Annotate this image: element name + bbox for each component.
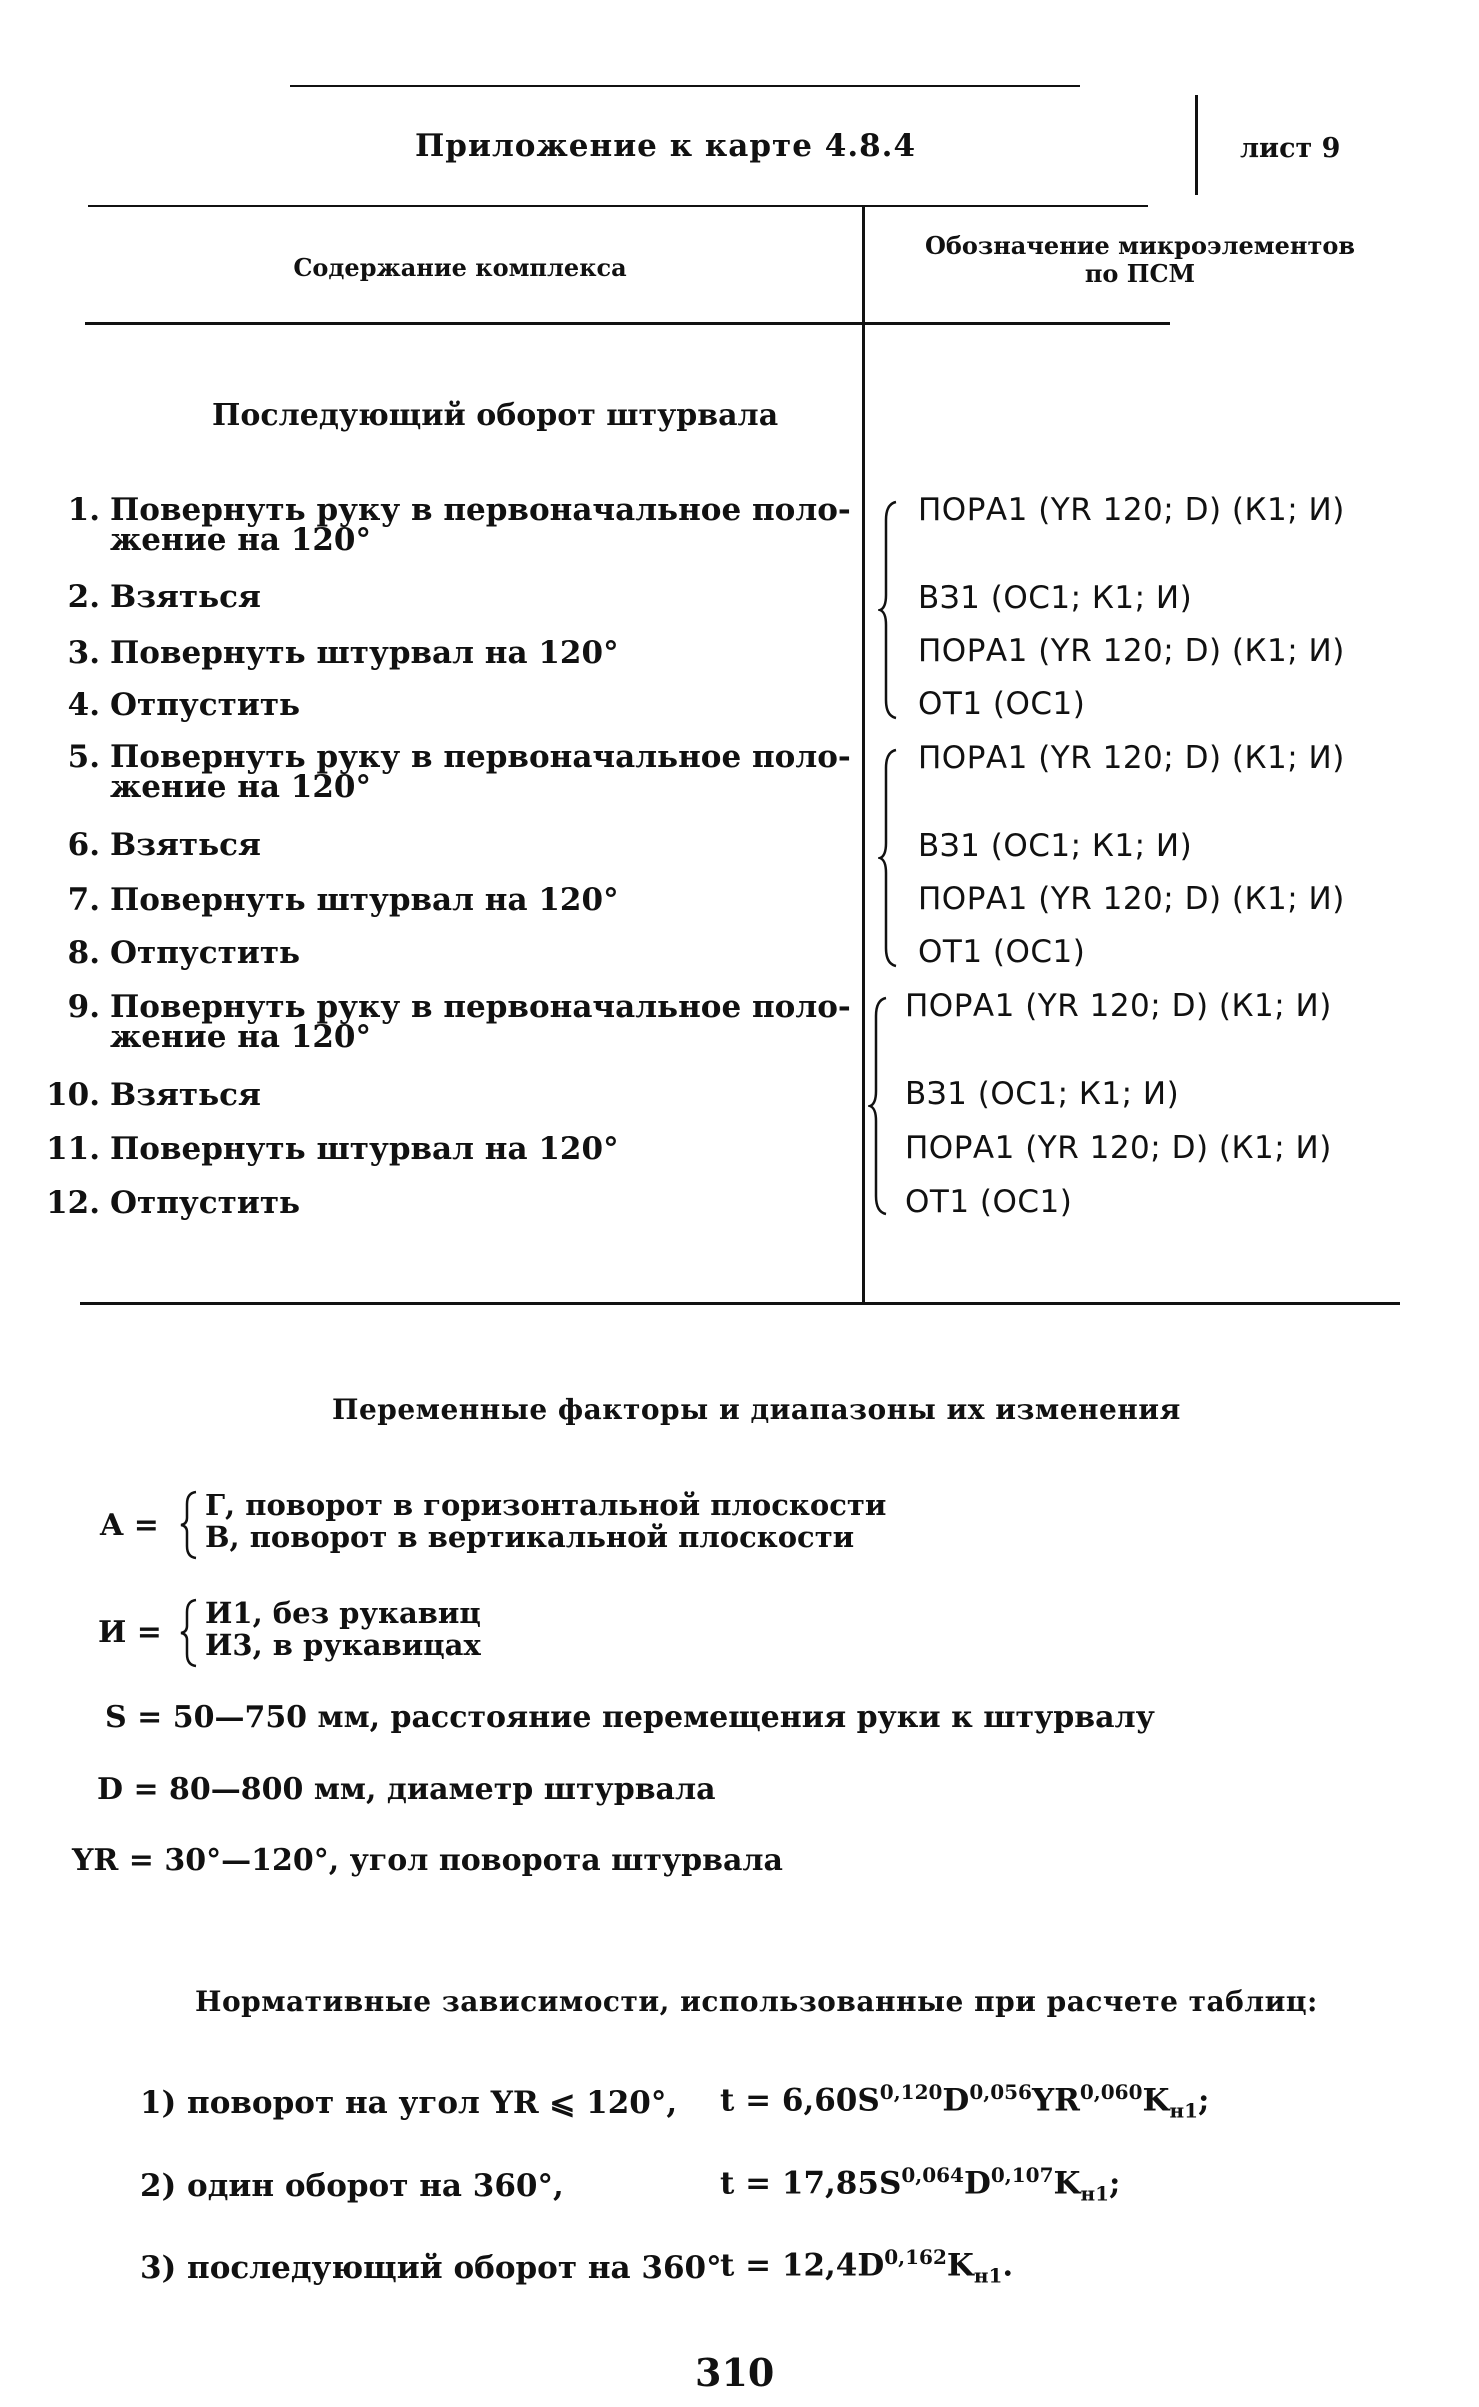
group-brace-icon (878, 748, 900, 968)
formula-2-expression: $t = 17,85S^{0,064}D^{0,107}K_{н1}$; (720, 2163, 1121, 2206)
formula-3-expression: $t = 12,4D^{0,162}K_{н1}$. (720, 2245, 1014, 2288)
variables-heading: Переменные факторы и диапазоны их изменения (332, 1393, 1181, 1426)
row-text: Взяться (110, 827, 261, 863)
row-code: ВЗ1 (ОС1; К1; И) (918, 580, 1193, 616)
var-D: D = 80—800 мм, диаметр штурвала (97, 1772, 716, 1807)
var-I-option-gloves: И3, в рукавицах (205, 1628, 481, 1662)
row-code: ОТ1 (ОС1) (905, 1184, 1073, 1220)
header-separator-vertical (1195, 95, 1198, 195)
row-number: 6. (67, 827, 100, 863)
var-A-option-vertical: В, поворот в вертикальной плоскости (205, 1520, 855, 1554)
row-text: Повернуть штурвал на 120° (110, 1131, 619, 1167)
formula-3-label: 3) последующий оборот на 360° (140, 2250, 722, 2286)
column-header-content: Содержание комплекса (293, 253, 627, 282)
formula-1-label: 1) поворот на угол YR ⩽ 120°, (140, 2085, 678, 2121)
row-text: Отпустить (110, 687, 301, 723)
row-number: 1. (67, 492, 100, 528)
table-bottom-rule (80, 1302, 1400, 1305)
subheading-subsequent-turn: Последующий оборот штурвала (212, 398, 779, 433)
row-number: 11. (46, 1131, 100, 1167)
row-code: ОТ1 (ОС1) (918, 934, 1086, 970)
formulas-heading: Нормативные зависимости, использованные при расчете таблиц: (195, 1985, 1318, 2018)
column-header-designation-line1: Обозначение микроэлементов (925, 231, 1355, 260)
row-number: 4. (67, 687, 100, 723)
column-header-designation-line2: по ПСМ (1084, 259, 1196, 288)
row-code: ПОРА1 (YR 120; D) (К1; И) (905, 1130, 1332, 1166)
row-code: ОТ1 (ОС1) (918, 686, 1086, 722)
brace-icon (178, 1598, 200, 1668)
formula-1-expression: $t = 6,60S^{0,120}D^{0,056}YR^{0,060}K_{н1}$; (720, 2080, 1210, 2123)
column-header-designation (885, 232, 1395, 288)
row-code: ПОРА1 (YR 120; D) (К1; И) (918, 633, 1345, 669)
row-text: Повернуть руку в первоначальное поло- жение на 120° (110, 989, 851, 1055)
var-I-label: И = (98, 1615, 162, 1650)
row-text: Отпустить (110, 935, 301, 971)
var-A-label: A = (100, 1508, 159, 1543)
row-text: Взяться (110, 579, 261, 615)
row-text: Взяться (110, 1077, 261, 1113)
row-number: 12. (46, 1185, 100, 1221)
row-number: 9. (67, 989, 100, 1025)
row-text: Повернуть штурвал на 120° (110, 635, 619, 671)
row-code: ВЗ1 (ОС1; К1; И) (918, 828, 1193, 864)
appendix-title: Приложение к карте 4.8.4 (415, 128, 917, 164)
var-YR: YR = 30°—120°, угол поворота штурвала (72, 1843, 783, 1878)
brace-icon (178, 1490, 200, 1560)
sheet-number: лист 9 (1240, 133, 1341, 164)
group-brace-icon (878, 500, 900, 720)
row-number: 7. (67, 882, 100, 918)
row-code: ПОРА1 (YR 120; D) (К1; И) (918, 881, 1345, 917)
row-code: ПОРА1 (YR 120; D) (К1; И) (905, 988, 1332, 1024)
row-code: ПОРА1 (YR 120; D) (К1; И) (918, 740, 1345, 776)
row-text: Повернуть руку в первоначальное поло- жение на 120° (110, 492, 851, 558)
row-text: Повернуть штурвал на 120° (110, 882, 619, 918)
formula-2-label: 2) один оборот на 360°, (140, 2168, 564, 2204)
row-number: 2. (67, 579, 100, 615)
var-I-option-no-gloves: И1, без рукавиц (205, 1596, 481, 1630)
row-number: 5. (67, 739, 100, 775)
row-code: ВЗ1 (ОС1; К1; И) (905, 1076, 1180, 1112)
top-rule-fragment (290, 85, 1080, 87)
group-brace-icon (868, 996, 890, 1216)
table-top-rule (88, 205, 1148, 207)
var-A-option-horizontal: Г, поворот в горизонтальной плоскости (205, 1488, 887, 1522)
row-number: 10. (46, 1077, 100, 1113)
row-code: ПОРА1 (YR 120; D) (К1; И) (918, 492, 1345, 528)
row-text: Повернуть руку в первоначальное поло- жение на 120° (110, 739, 851, 805)
row-number: 8. (67, 935, 100, 971)
row-text: Отпустить (110, 1185, 301, 1221)
var-S: S = 50—750 мм, расстояние перемещения руки к штурвалу (105, 1700, 1155, 1735)
row-number: 3. (67, 635, 100, 671)
table-header-rule (85, 322, 1170, 325)
page-number: 310 (695, 2350, 775, 2395)
